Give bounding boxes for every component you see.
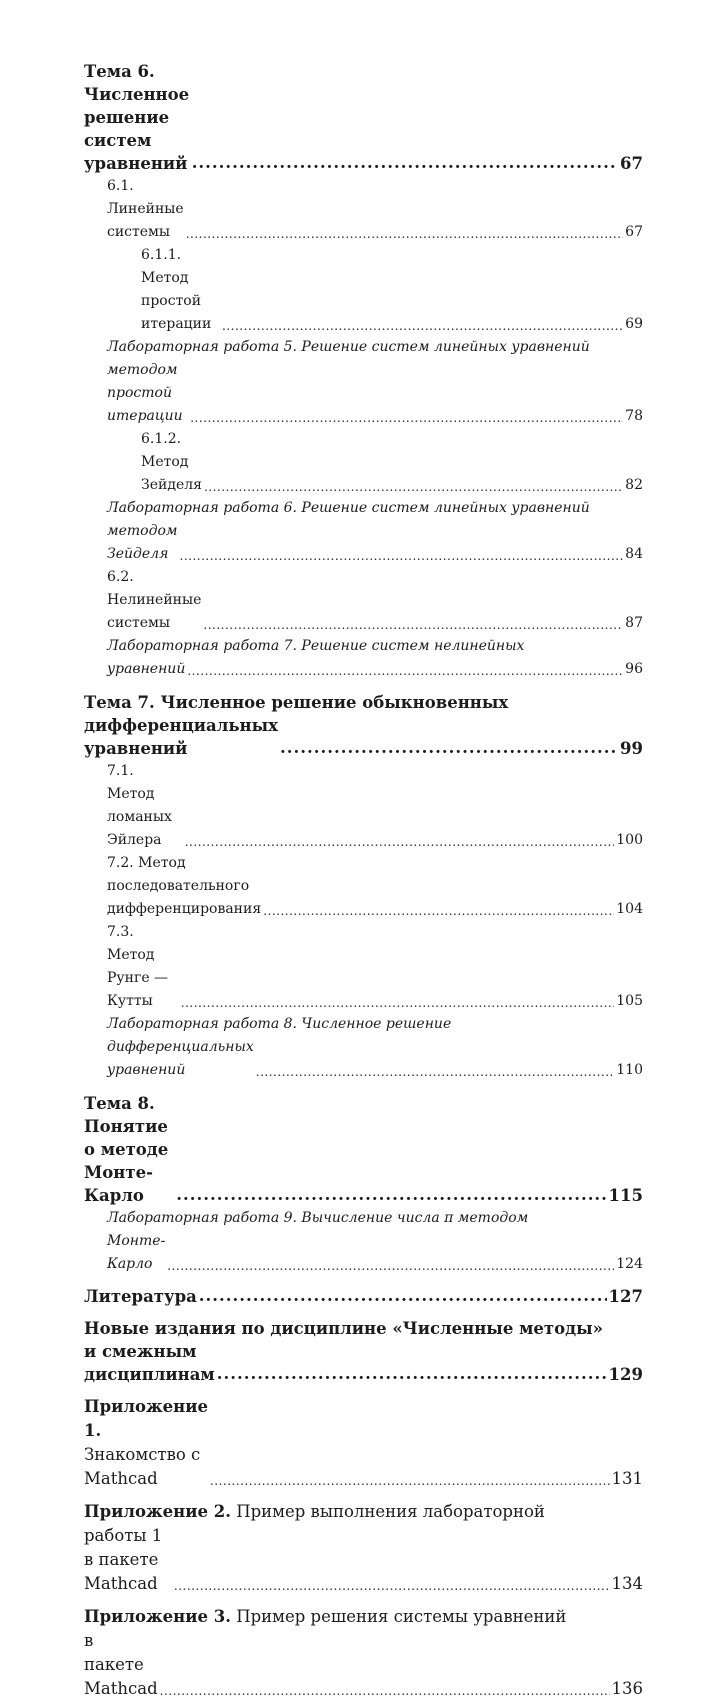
toc-item-title: 7.1. Метод ломаных Эйлера [107,763,172,848]
toc-lab-5[interactable] [84,336,643,428]
toc-item-title: 6.1. Линейные системы [107,178,184,240]
toc-appendix-text-line2: в пакете Mathcad [84,1631,158,1698]
toc-item-page: 87 [625,615,643,631]
leader-dots [180,550,624,562]
toc-appendix-label: Приложение 1. [84,1397,208,1440]
toc-appendix-text: Пример решения системы уравнений [236,1607,567,1626]
leader-dots [160,1685,610,1697]
toc-item-title: 6.1.2. Метод Зейделя [141,431,202,493]
toc-appendix-label: Приложение 3. [84,1607,231,1626]
leader-dots [217,1366,607,1383]
toc-new-editions-line1: Новые издания по дисциплине «Численные методы» [84,1319,603,1338]
toc-lab-title-line2: методом простой итерации [107,362,183,424]
toc-new-editions[interactable] [84,1317,643,1386]
toc-item-page: 104 [616,901,643,917]
toc-lab-title-line1: Лабораторная работа 7. Решение систем нелинейных [107,638,525,654]
toc-appendix-text: Знакомство с Mathcad [84,1445,201,1488]
toc-topic-8-title: Тема 8. Понятие о методе Монте-Карло [84,1094,169,1205]
leader-dots [192,155,618,172]
toc-appendix-label: Приложение 2. [84,1502,231,1521]
toc-appendix-text-line2: работы 1 в пакете Mathcad [84,1526,163,1593]
toc-topic-7-title-line2: дифференциальных уравнений [84,716,279,758]
leader-dots [203,619,623,631]
toc-literature-page: 127 [608,1287,643,1306]
leader-dots [204,481,623,493]
toc-lab-page: 110 [616,1062,643,1078]
toc-item-page: 82 [625,477,643,493]
toc-item-title: 6.1.1. Метод простой итерации [141,247,212,332]
toc-item-6-1-1[interactable] [84,244,643,336]
toc-item-title: 7.2. Метод последовательного дифференцирования [107,855,262,917]
leader-dots [256,1066,615,1078]
leader-dots [187,665,623,677]
toc-lab-page: 124 [616,1256,643,1272]
toc-item-page: 69 [625,316,643,332]
toc-appendix-2[interactable] [84,1500,643,1596]
toc-lab-page: 84 [625,546,643,562]
leader-dots [186,228,623,240]
toc-item-title: 7.3. Метод Рунге — Кутты [107,924,169,1009]
toc-appendix-text: Пример выполнения лабораторной [236,1502,545,1521]
toc-item-7-2[interactable] [84,852,643,921]
toc-literature[interactable] [84,1285,643,1308]
leader-dots [190,412,623,424]
toc-topic-8-page: 115 [608,1186,643,1205]
toc-new-editions-page: 129 [608,1365,643,1384]
toc-topic-7-page: 99 [620,739,643,758]
leader-dots [222,320,623,332]
table-of-contents [84,60,643,1701]
toc-topic-6-title: Тема 6. Численное решение систем уравнений [84,62,190,173]
leader-dots [176,1187,606,1204]
toc-item-7-3[interactable] [84,921,643,1013]
leader-dots [174,1580,610,1592]
toc-item-7-1[interactable] [84,760,643,852]
leader-dots [210,1475,610,1487]
toc-item-6-1-2[interactable] [84,428,643,497]
toc-lab-6[interactable] [84,497,643,566]
toc-appendix-page: 136 [611,1679,643,1698]
toc-lab-9[interactable] [84,1207,643,1276]
toc-item-page: 105 [616,993,643,1009]
toc-appendix-page: 131 [611,1469,643,1488]
toc-new-editions-line2: и смежным дисциплинам [84,1342,215,1384]
toc-lab-page: 78 [625,408,643,424]
toc-topic-6[interactable] [84,60,643,175]
toc-appendix-3[interactable] [84,1605,643,1701]
toc-appendix-page: 134 [611,1574,643,1593]
toc-lab-title-line2: дифференциальных уравнений [107,1039,254,1078]
toc-lab-page: 96 [625,661,643,677]
toc-lab-title-line1: Лабораторная работа 5. Решение систем линейных уравнений [107,339,590,355]
toc-lab-title-line2: методом Зейделя [107,523,178,562]
toc-lab-7[interactable] [84,635,643,681]
leader-dots [181,997,615,1009]
toc-item-6-2[interactable] [84,566,643,635]
leader-dots [263,905,614,917]
leader-dots [280,740,618,757]
toc-topic-7[interactable] [84,691,643,760]
toc-appendix-1[interactable] [84,1395,643,1491]
toc-topic-6-page: 67 [620,154,643,173]
toc-item-title: 6.2. Нелинейные системы [107,569,202,631]
toc-lab-8[interactable] [84,1013,643,1082]
toc-item-page: 100 [616,832,643,848]
toc-lab-title-line1: Лабораторная работа 8. Численное решение [107,1016,452,1032]
toc-topic-7-title-line1: Тема 7. Численное решение обыкновенных [84,693,509,712]
toc-item-page: 67 [625,224,643,240]
toc-lab-title-line1: Лабораторная работа 9. Вычисление числа π методом [107,1210,529,1226]
leader-dots [185,836,615,848]
toc-lab-title-line1: Лабораторная работа 6. Решение систем линейных уравнений [107,500,590,516]
leader-dots [199,1288,607,1305]
toc-lab-title-line2: уравнений [107,661,186,677]
toc-item-6-1[interactable] [84,175,643,244]
toc-lab-title-line2: Монте-Карло [107,1233,166,1272]
leader-dots [167,1260,614,1272]
toc-topic-8[interactable] [84,1092,643,1207]
toc-literature-title: Литература [84,1287,197,1306]
